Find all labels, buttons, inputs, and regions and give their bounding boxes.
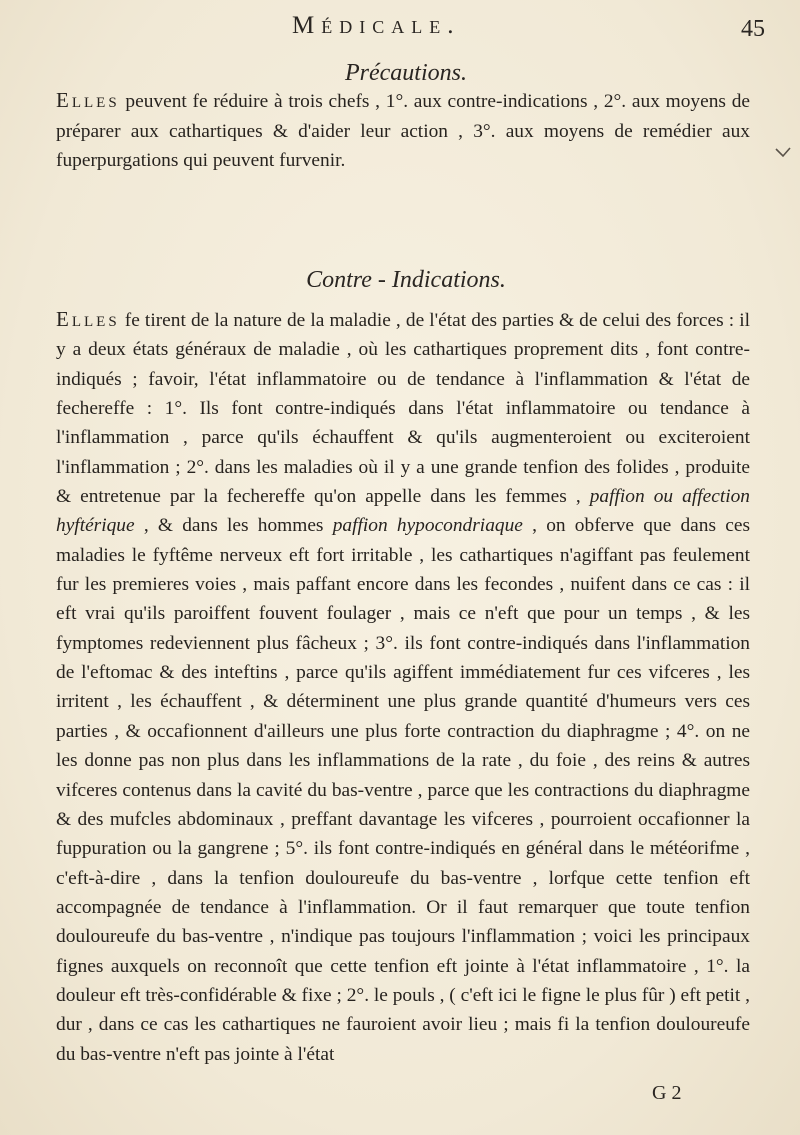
paragraph-lead-word: Elles <box>56 307 120 331</box>
page-number: 45 <box>741 16 765 42</box>
paragraph-text: , on obferve que dans ces maladies le fyftême nerveux eft fort irritable , les cathartiques n'agiffant pas feulement fur les premieres voies , mais paffant encore dans les fecondes , nuifent dans ce cas : il eft vrai qu'ils paroiffent fouvent foulager , mais ce n'eft que pour un temps , & les fymptomes redeviennent plus fâcheux ; 3°. ils font contre-indiqués dans l'inflammation de l'eftomac & des inteftins , parce qu'ils agiffent immédiatement fur ces vifceres , les irritent , les échauffent , & déterminent une plus grande quantité d'humeurs vers ces parties , & occafionnent d'ailleurs une plus forte contraction du diaphragme ; 4°. on ne les donne pas non plus dans les inflammations de la rate , du foie , des reins & autres vifceres contenus dans la cavité du bas-ventre , parce que les contractions du diaphragme & des mufcles abdominaux , preffant davantage les vifceres , pourroient occafionner la fuppuration ou la gangrene ; 5°. ils font contre-indiqués en général dans le météorifme , c'eft-à-dire , dans la tenfion douloureufe du bas-ventre , lorfque cette tenfion eft accompagnée de tendance à l'inflammation. Or il faut remarquer que toute tenfion douloureufe du bas-ventre , n'indique pas toujours l'inflammation ; voici les principaux fignes auxquels on reconnoît que cette tenfion eft jointe à l'état inflammatoire , 1°. la douleur eft très-confidérable & fixe ; 2°. le pouls , ( c'eft ici le figne le plus fûr ) eft petit , dur , dans ce cas les cathartiques ne fauroient avoir lieu ; mais fi la tenfion douloureufe du bas-ventre n'eft pas jointe à l'état <box>56 515 750 1065</box>
paragraph-precautions <box>56 86 750 176</box>
section-title-contre-indications: Contre - Indications. <box>306 267 506 293</box>
running-head <box>0 10 800 44</box>
paragraph-text: peuvent fe réduire à trois chefs , 1°. aux contre-indications , 2°. aux moyens de préparer aux cathartiques & d'aider leur action , 3°. aux moyens de remédier aux fuperpurgations qui peuvent furvenir. <box>56 91 750 172</box>
signature-mark: G 2 <box>652 1082 682 1104</box>
emphasis-text: paffion ou affection hyftérique <box>56 486 750 537</box>
paragraph-lead-word: Elles <box>56 88 120 112</box>
paragraph-text: , & dans les hommes <box>134 515 333 537</box>
ink-mark-icon <box>775 147 791 161</box>
paragraph-contre-indications <box>56 305 750 1069</box>
section-title-precautions: Précautions. <box>345 60 467 86</box>
emphasis-text: paffion hypocondriaque <box>332 515 523 537</box>
paragraph-text: fe tirent de la nature de la maladie , de l'état des parties & de celui des forces : il y a deux états généraux de maladie , où les cathartiques proprement dits , font contre-indiqués ; favoir, l'état inflammatoire ou de tendance à l'inflammation & l'état de fechereffe : 1°. Ils font contre-indiqués dans l'état inflammatoire ou tendance à l'inflammation , parce qu'ils échauffent & qu'ils augmenteroient ou exciteroient l'inflammation ; 2°. dans les maladies où il y a une grande tenfion des folides , produite & entretenue par la fechereffe qu'on appelle dans les femmes , <box>56 310 750 508</box>
running-title: Médicale. <box>292 12 461 39</box>
